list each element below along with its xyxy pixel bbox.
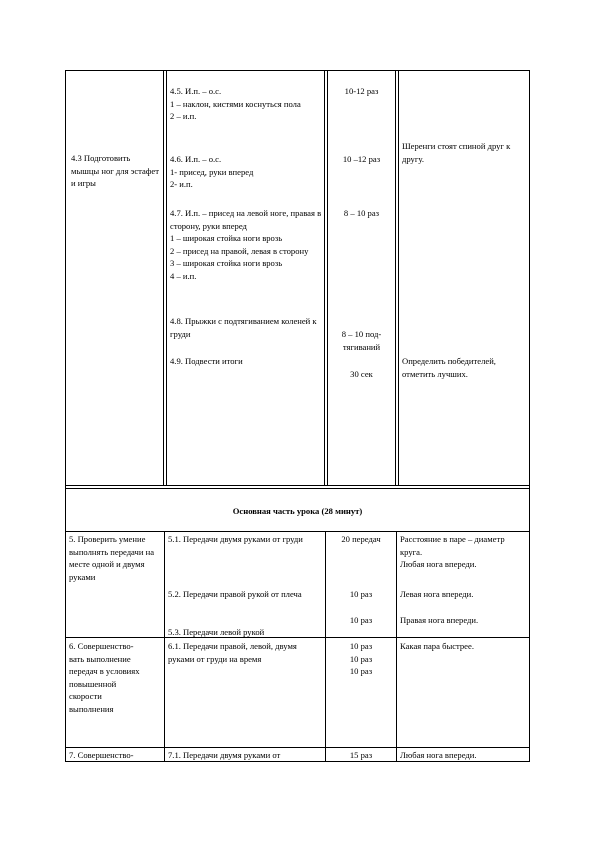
table-border-top <box>65 70 530 71</box>
row6-dose: 10 раз 10 раз 10 раз <box>349 641 373 677</box>
row4-dose-4-6: 10 –12 раз <box>342 154 381 164</box>
table-row-divider <box>65 531 530 532</box>
row5-dose-5-1: 20 передач <box>341 534 381 544</box>
row6-note: Какая пара быстрее. <box>400 641 474 651</box>
table-border-right <box>529 70 530 762</box>
column-divider <box>163 70 164 486</box>
row5-dose-5-3: 10 раз <box>349 615 373 625</box>
column-divider <box>327 70 328 486</box>
row4-dose-4-8: 8 – 10 под- тягиваний <box>341 329 382 352</box>
row4-exercise-4-5: 4.5. И.п. – о.с. 1 – наклон, кистями коснуться пола 2 – и.п. <box>170 86 301 122</box>
column-divider <box>396 531 397 762</box>
row4-dose-4-9: 30 сек <box>350 369 373 379</box>
row4-dose-4-7: 8 – 10 раз <box>343 208 380 218</box>
row7-exercise-7-1: 7.1. Передачи двумя руками от <box>168 750 281 760</box>
row7-goal: 7. Совершенство- <box>69 750 134 760</box>
row5-dose-5-2: 10 раз <box>349 589 373 599</box>
column-divider <box>395 70 396 486</box>
table-row-divider <box>65 485 530 486</box>
row6-goal: 6. Совершенство- вать выполнение передач в условиях повышенной скорости выполнения <box>69 641 140 714</box>
row7-note: Любая нога впереди. <box>400 750 477 760</box>
row5-exercise-5-1: 5.1. Передачи двумя руками от груди <box>168 534 303 544</box>
row5-exercise-5-3: 5.3. Передачи левой рукой <box>168 627 265 637</box>
row5-goal: 5. Проверить умение выполнять передачи на месте одной и двумя руками <box>69 534 155 582</box>
column-divider <box>166 70 167 486</box>
column-divider <box>398 70 399 486</box>
row6-exercise-6-1: 6.1. Передачи правой, левой, двумя руками от груди на время <box>168 641 297 664</box>
table-row-divider <box>65 747 530 748</box>
row4-exercise-4-9: 4.9. Подвести итоги <box>170 356 243 366</box>
section-title: Основная часть урока (28 минут) <box>232 506 363 516</box>
row4-goal: 4.3 Подготовить мышцы ног для эстафет и игры <box>71 153 159 189</box>
row5-note-right-leg: Правая нога впереди. <box>400 615 479 625</box>
table-row-divider <box>65 488 530 489</box>
row5-note-left-leg: Левая нога впереди. <box>400 589 474 599</box>
row4-exercise-4-6: 4.6. И.п. – о.с. 1- присед, руки вперед 2- и.п. <box>170 154 254 190</box>
column-divider <box>324 70 325 486</box>
row5-exercise-5-2: 5.2. Передачи правой рукой от плеча <box>168 589 302 599</box>
row4-exercise-4-8: 4.8. Прыжки с подтягиванием коленей к груди <box>170 316 317 339</box>
row7-dose: 15 раз <box>349 750 373 760</box>
row4-note-winners: Определить победителей, отметить лучших. <box>402 356 496 379</box>
table-border-left <box>65 70 66 762</box>
column-divider <box>164 531 165 762</box>
row4-exercise-4-7: 4.7. И.п. – присед на левой ноге, правая в сторону, руки вперед 1 – широкая стойка ноги врозь 2 – присед на правой, левая в сторону 3 – широкая стойка ноги врозь 4 – и.п. <box>170 208 322 281</box>
row4-note-formation: Шеренги стоят спиной друг к другу. <box>402 141 511 164</box>
row5-note-distance: Расстояние в паре – диаметр круга. Любая нога впереди. <box>400 534 505 570</box>
row4-dose-4-5: 10-12 раз <box>344 86 379 96</box>
